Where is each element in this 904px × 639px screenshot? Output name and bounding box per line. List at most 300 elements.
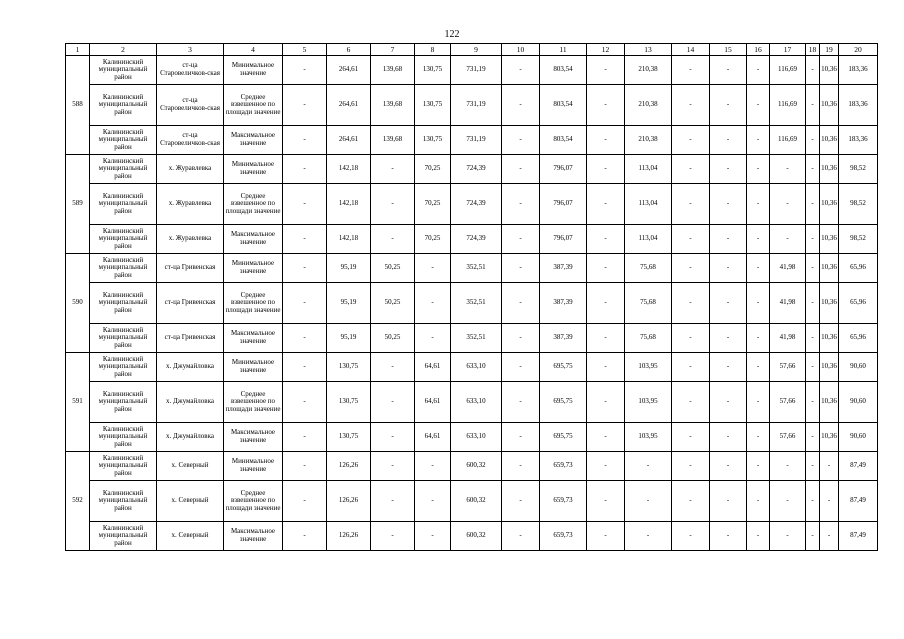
value-cell: 87,49 bbox=[839, 481, 878, 522]
value-cell: - bbox=[672, 522, 710, 551]
column-header: 8 bbox=[415, 44, 451, 56]
value-cell: - bbox=[770, 184, 806, 225]
value-cell: - bbox=[502, 155, 540, 184]
area-cell: Калининский муниципальный район bbox=[90, 382, 157, 423]
value-type-cell: Минимальное значение bbox=[224, 155, 283, 184]
value-cell: 139,68 bbox=[371, 126, 415, 155]
value-cell: - bbox=[710, 85, 747, 126]
value-cell: 90,60 bbox=[839, 382, 878, 423]
value-cell: - bbox=[502, 225, 540, 254]
value-cell: - bbox=[806, 56, 820, 85]
table-row bbox=[66, 85, 878, 126]
value-cell: - bbox=[672, 324, 710, 353]
value-cell: - bbox=[502, 382, 540, 423]
value-cell: 10,36 bbox=[820, 254, 839, 283]
value-cell: 70,25 bbox=[415, 184, 451, 225]
area-cell: Калининский муниципальный район bbox=[90, 324, 157, 353]
value-cell: - bbox=[747, 155, 770, 184]
column-header: 9 bbox=[451, 44, 502, 56]
value-cell: 731,19 bbox=[451, 126, 502, 155]
value-cell: 10,36 bbox=[820, 225, 839, 254]
locality-cell: х. Джумайловка bbox=[157, 382, 224, 423]
value-cell: 75,68 bbox=[625, 283, 672, 324]
value-cell: - bbox=[710, 126, 747, 155]
value-cell: 10,36 bbox=[820, 56, 839, 85]
locality-cell: х. Северный bbox=[157, 481, 224, 522]
value-type-cell: Среднее взвешенное по площади значение bbox=[224, 184, 283, 225]
area-cell: Калининский муниципальный район bbox=[90, 254, 157, 283]
area-cell: Калининский муниципальный район bbox=[90, 85, 157, 126]
value-cell: - bbox=[820, 522, 839, 551]
locality-cell: х. Северный bbox=[157, 522, 224, 551]
value-cell: - bbox=[283, 283, 327, 324]
value-cell: 264,61 bbox=[327, 126, 371, 155]
value-cell: - bbox=[625, 522, 672, 551]
value-type-cell: Минимальное значение bbox=[224, 56, 283, 85]
value-cell: 659,73 bbox=[540, 481, 587, 522]
value-cell: - bbox=[502, 423, 540, 452]
value-cell: - bbox=[710, 382, 747, 423]
value-cell: 264,61 bbox=[327, 85, 371, 126]
value-cell: - bbox=[283, 481, 327, 522]
value-cell: - bbox=[672, 283, 710, 324]
value-cell: - bbox=[502, 184, 540, 225]
value-type-cell: Минимальное значение bbox=[224, 452, 283, 481]
value-cell: - bbox=[283, 225, 327, 254]
table-row bbox=[66, 184, 878, 225]
value-cell: - bbox=[283, 423, 327, 452]
area-cell: Калининский муниципальный район bbox=[90, 126, 157, 155]
value-cell: - bbox=[625, 481, 672, 522]
column-header: 5 bbox=[283, 44, 327, 56]
value-cell: 130,75 bbox=[415, 56, 451, 85]
value-cell: - bbox=[806, 481, 820, 522]
value-cell: - bbox=[283, 382, 327, 423]
value-cell: 95,19 bbox=[327, 283, 371, 324]
value-cell: - bbox=[672, 254, 710, 283]
table-row bbox=[66, 254, 878, 283]
value-cell: - bbox=[415, 481, 451, 522]
area-cell: Калининский муниципальный район bbox=[90, 56, 157, 85]
value-cell: - bbox=[747, 522, 770, 551]
value-cell: - bbox=[770, 522, 806, 551]
column-header: 2 bbox=[90, 44, 157, 56]
value-cell: - bbox=[587, 225, 625, 254]
column-header: 18 bbox=[806, 44, 820, 56]
value-cell: 724,39 bbox=[451, 155, 502, 184]
value-cell: 10,36 bbox=[820, 353, 839, 382]
value-cell: - bbox=[502, 56, 540, 85]
value-cell: - bbox=[747, 353, 770, 382]
area-cell: Калининский муниципальный район bbox=[90, 225, 157, 254]
value-cell: 731,19 bbox=[451, 85, 502, 126]
value-type-cell: Среднее взвешенное по площади значение bbox=[224, 382, 283, 423]
value-cell: - bbox=[672, 155, 710, 184]
value-cell: 103,95 bbox=[625, 423, 672, 452]
column-header: 14 bbox=[672, 44, 710, 56]
value-cell: - bbox=[502, 452, 540, 481]
value-type-cell: Максимальное значение bbox=[224, 126, 283, 155]
value-cell: - bbox=[283, 126, 327, 155]
value-cell: - bbox=[283, 155, 327, 184]
value-cell: - bbox=[710, 353, 747, 382]
value-cell: 600,32 bbox=[451, 522, 502, 551]
value-cell: 183,36 bbox=[839, 126, 878, 155]
value-cell: - bbox=[710, 324, 747, 353]
area-cell: Калининский муниципальный район bbox=[90, 283, 157, 324]
value-cell: 803,54 bbox=[540, 126, 587, 155]
value-cell: - bbox=[806, 324, 820, 353]
value-cell: 116,69 bbox=[770, 56, 806, 85]
value-cell: 264,61 bbox=[327, 56, 371, 85]
value-cell: 130,75 bbox=[327, 423, 371, 452]
value-cell: 10,36 bbox=[820, 324, 839, 353]
value-cell: - bbox=[806, 184, 820, 225]
value-cell: 98,52 bbox=[839, 155, 878, 184]
table-row bbox=[66, 283, 878, 324]
column-header: 20 bbox=[839, 44, 878, 56]
value-cell: - bbox=[502, 126, 540, 155]
value-cell: - bbox=[770, 481, 806, 522]
value-cell: - bbox=[587, 56, 625, 85]
value-cell: - bbox=[587, 184, 625, 225]
area-cell: Калининский муниципальный район bbox=[90, 522, 157, 551]
value-cell: - bbox=[806, 126, 820, 155]
value-cell: - bbox=[502, 85, 540, 126]
locality-cell: х. Джумайловка bbox=[157, 353, 224, 382]
value-cell: - bbox=[415, 254, 451, 283]
value-cell: 731,19 bbox=[451, 56, 502, 85]
locality-cell: ст-ца Старовеличков-ская bbox=[157, 126, 224, 155]
value-cell: 796,07 bbox=[540, 225, 587, 254]
value-cell: - bbox=[747, 382, 770, 423]
value-cell: 183,36 bbox=[839, 56, 878, 85]
value-cell: - bbox=[710, 184, 747, 225]
value-cell: 724,39 bbox=[451, 225, 502, 254]
area-cell: Калининский муниципальный район bbox=[90, 353, 157, 382]
value-cell: - bbox=[672, 423, 710, 452]
row-number-cell: 589 bbox=[66, 155, 90, 254]
value-cell: - bbox=[415, 324, 451, 353]
value-type-cell: Среднее взвешенное по площади значение bbox=[224, 85, 283, 126]
value-cell: - bbox=[710, 423, 747, 452]
row-number-cell: 592 bbox=[66, 452, 90, 551]
value-cell: 10,36 bbox=[820, 283, 839, 324]
value-cell: - bbox=[747, 225, 770, 254]
value-cell: 50,25 bbox=[371, 283, 415, 324]
value-cell: 695,75 bbox=[540, 353, 587, 382]
value-cell: - bbox=[710, 155, 747, 184]
value-cell: 126,26 bbox=[327, 481, 371, 522]
value-cell: 103,95 bbox=[625, 382, 672, 423]
value-cell: - bbox=[502, 353, 540, 382]
value-cell: - bbox=[806, 225, 820, 254]
locality-cell: ст-ца Гривенская bbox=[157, 254, 224, 283]
value-cell: - bbox=[587, 85, 625, 126]
value-cell: 130,75 bbox=[415, 126, 451, 155]
value-type-cell: Среднее взвешенное по площади значение bbox=[224, 481, 283, 522]
value-type-cell: Минимальное значение bbox=[224, 254, 283, 283]
value-cell: 352,51 bbox=[451, 283, 502, 324]
area-cell: Калининский муниципальный район bbox=[90, 155, 157, 184]
value-cell: - bbox=[806, 283, 820, 324]
value-cell: 210,38 bbox=[625, 126, 672, 155]
value-cell: 10,36 bbox=[820, 423, 839, 452]
column-header: 6 bbox=[327, 44, 371, 56]
value-cell: - bbox=[710, 56, 747, 85]
value-cell: - bbox=[710, 283, 747, 324]
value-cell: - bbox=[587, 452, 625, 481]
locality-cell: х. Журавлевка bbox=[157, 184, 224, 225]
value-cell: 98,52 bbox=[839, 184, 878, 225]
column-header: 10 bbox=[502, 44, 540, 56]
value-cell: - bbox=[820, 452, 839, 481]
locality-cell: х. Журавлевка bbox=[157, 155, 224, 184]
value-cell: 142,18 bbox=[327, 184, 371, 225]
value-cell: - bbox=[371, 184, 415, 225]
column-header: 3 bbox=[157, 44, 224, 56]
value-cell: 113,04 bbox=[625, 155, 672, 184]
value-cell: 65,96 bbox=[839, 254, 878, 283]
value-cell: 600,32 bbox=[451, 481, 502, 522]
table-row bbox=[66, 56, 878, 85]
value-cell: 57,66 bbox=[770, 382, 806, 423]
value-cell: 113,04 bbox=[625, 184, 672, 225]
value-cell: - bbox=[747, 254, 770, 283]
value-cell: - bbox=[747, 283, 770, 324]
row-number-cell: 588 bbox=[66, 56, 90, 155]
value-cell: 64,61 bbox=[415, 382, 451, 423]
value-cell: - bbox=[283, 522, 327, 551]
header-row bbox=[66, 44, 878, 56]
value-cell: - bbox=[770, 155, 806, 184]
column-header: 16 bbox=[747, 44, 770, 56]
area-cell: Калининский муниципальный район bbox=[90, 452, 157, 481]
value-cell: - bbox=[283, 324, 327, 353]
value-cell: - bbox=[747, 56, 770, 85]
value-cell: - bbox=[371, 225, 415, 254]
value-cell: 64,61 bbox=[415, 423, 451, 452]
value-cell: - bbox=[672, 56, 710, 85]
value-type-cell: Максимальное значение bbox=[224, 423, 283, 452]
value-cell: - bbox=[502, 522, 540, 551]
value-cell: - bbox=[806, 85, 820, 126]
value-cell: 633,10 bbox=[451, 423, 502, 452]
value-cell: 126,26 bbox=[327, 452, 371, 481]
value-cell: - bbox=[283, 56, 327, 85]
page-number: 122 bbox=[444, 29, 460, 40]
value-cell: 10,36 bbox=[820, 155, 839, 184]
value-cell: 796,07 bbox=[540, 184, 587, 225]
value-cell: 50,25 bbox=[371, 254, 415, 283]
column-header: 19 bbox=[820, 44, 839, 56]
value-cell: 130,75 bbox=[415, 85, 451, 126]
column-header: 4 bbox=[224, 44, 283, 56]
value-cell: 796,07 bbox=[540, 155, 587, 184]
locality-cell: ст-ца Гривенская bbox=[157, 324, 224, 353]
value-cell: - bbox=[710, 254, 747, 283]
value-cell: - bbox=[672, 85, 710, 126]
table-row bbox=[66, 155, 878, 184]
value-cell: - bbox=[502, 254, 540, 283]
value-cell: 803,54 bbox=[540, 85, 587, 126]
value-cell: - bbox=[672, 481, 710, 522]
value-cell: - bbox=[770, 225, 806, 254]
value-type-cell: Максимальное значение bbox=[224, 225, 283, 254]
value-cell: - bbox=[747, 126, 770, 155]
value-cell: - bbox=[415, 283, 451, 324]
value-cell: - bbox=[587, 382, 625, 423]
table-row bbox=[66, 382, 878, 423]
locality-cell: х. Журавлевка bbox=[157, 225, 224, 254]
value-cell: 95,19 bbox=[327, 324, 371, 353]
value-cell: - bbox=[371, 382, 415, 423]
value-cell: - bbox=[820, 481, 839, 522]
value-cell: - bbox=[747, 184, 770, 225]
value-cell: 75,68 bbox=[625, 254, 672, 283]
value-cell: 130,75 bbox=[327, 382, 371, 423]
table-row bbox=[66, 126, 878, 155]
value-cell: - bbox=[672, 225, 710, 254]
value-cell: 803,54 bbox=[540, 56, 587, 85]
locality-cell: ст-ца Гривенская bbox=[157, 283, 224, 324]
area-cell: Калининский муниципальный район bbox=[90, 184, 157, 225]
value-cell: 113,04 bbox=[625, 225, 672, 254]
value-cell: 10,36 bbox=[820, 382, 839, 423]
value-cell: 352,51 bbox=[451, 324, 502, 353]
column-header: 7 bbox=[371, 44, 415, 56]
value-cell: - bbox=[371, 522, 415, 551]
value-cell: - bbox=[283, 254, 327, 283]
column-header: 15 bbox=[710, 44, 747, 56]
locality-cell: х. Джумайловка bbox=[157, 423, 224, 452]
value-cell: - bbox=[747, 85, 770, 126]
value-cell: 57,66 bbox=[770, 423, 806, 452]
column-header: 12 bbox=[587, 44, 625, 56]
value-cell: - bbox=[502, 481, 540, 522]
value-cell: 210,38 bbox=[625, 56, 672, 85]
value-type-cell: Среднее взвешенное по площади значение bbox=[224, 283, 283, 324]
value-cell: 57,66 bbox=[770, 353, 806, 382]
value-cell: - bbox=[502, 283, 540, 324]
value-cell: - bbox=[415, 452, 451, 481]
value-cell: - bbox=[806, 452, 820, 481]
value-cell: - bbox=[672, 452, 710, 481]
value-cell: 600,32 bbox=[451, 452, 502, 481]
value-cell: - bbox=[587, 126, 625, 155]
value-cell: - bbox=[747, 452, 770, 481]
column-header: 11 bbox=[540, 44, 587, 56]
value-cell: 10,36 bbox=[820, 85, 839, 126]
value-cell: 90,60 bbox=[839, 353, 878, 382]
cadastral-value-table bbox=[65, 43, 878, 551]
value-cell: 633,10 bbox=[451, 382, 502, 423]
column-header: 1 bbox=[66, 44, 90, 56]
value-cell: - bbox=[747, 423, 770, 452]
value-cell: 695,75 bbox=[540, 382, 587, 423]
value-cell: - bbox=[283, 452, 327, 481]
value-cell: 64,61 bbox=[415, 353, 451, 382]
value-cell: - bbox=[806, 155, 820, 184]
value-cell: 142,18 bbox=[327, 225, 371, 254]
row-number-cell: 590 bbox=[66, 254, 90, 353]
value-cell: - bbox=[587, 522, 625, 551]
column-header: 17 bbox=[770, 44, 806, 56]
value-cell: 70,25 bbox=[415, 225, 451, 254]
value-cell: - bbox=[770, 452, 806, 481]
value-cell: - bbox=[747, 481, 770, 522]
value-type-cell: Максимальное значение bbox=[224, 324, 283, 353]
value-cell: - bbox=[710, 452, 747, 481]
value-cell: 87,49 bbox=[839, 522, 878, 551]
table-row bbox=[66, 481, 878, 522]
value-cell: - bbox=[371, 155, 415, 184]
value-cell: 724,39 bbox=[451, 184, 502, 225]
value-cell: 87,49 bbox=[839, 452, 878, 481]
value-cell: 387,39 bbox=[540, 254, 587, 283]
area-cell: Калининский муниципальный район bbox=[90, 423, 157, 452]
table-row bbox=[66, 353, 878, 382]
value-cell: 116,69 bbox=[770, 85, 806, 126]
value-cell: - bbox=[371, 423, 415, 452]
value-cell: - bbox=[502, 324, 540, 353]
value-cell: 659,73 bbox=[540, 452, 587, 481]
value-cell: 130,75 bbox=[327, 353, 371, 382]
value-cell: 659,73 bbox=[540, 522, 587, 551]
value-cell: 41,98 bbox=[770, 254, 806, 283]
value-cell: 387,39 bbox=[540, 324, 587, 353]
value-cell: 103,95 bbox=[625, 353, 672, 382]
value-cell: - bbox=[415, 522, 451, 551]
value-cell: - bbox=[283, 85, 327, 126]
value-cell: - bbox=[672, 353, 710, 382]
value-cell: 98,52 bbox=[839, 225, 878, 254]
value-cell: - bbox=[587, 481, 625, 522]
value-cell: - bbox=[283, 353, 327, 382]
table-row bbox=[66, 225, 878, 254]
value-cell: 116,69 bbox=[770, 126, 806, 155]
value-cell: - bbox=[625, 452, 672, 481]
value-cell: - bbox=[587, 254, 625, 283]
column-header: 13 bbox=[625, 44, 672, 56]
value-cell: 139,68 bbox=[371, 56, 415, 85]
value-cell: - bbox=[587, 155, 625, 184]
value-cell: 65,96 bbox=[839, 324, 878, 353]
value-cell: - bbox=[672, 382, 710, 423]
value-cell: - bbox=[747, 324, 770, 353]
value-cell: 126,26 bbox=[327, 522, 371, 551]
value-cell: - bbox=[806, 254, 820, 283]
value-cell: - bbox=[587, 324, 625, 353]
value-cell: 695,75 bbox=[540, 423, 587, 452]
value-cell: 90,60 bbox=[839, 423, 878, 452]
value-cell: - bbox=[806, 423, 820, 452]
value-cell: 75,68 bbox=[625, 324, 672, 353]
value-cell: 10,36 bbox=[820, 126, 839, 155]
value-cell: 352,51 bbox=[451, 254, 502, 283]
value-cell: 41,98 bbox=[770, 324, 806, 353]
value-cell: 65,96 bbox=[839, 283, 878, 324]
value-cell: - bbox=[710, 481, 747, 522]
value-cell: 95,19 bbox=[327, 254, 371, 283]
value-cell: - bbox=[672, 126, 710, 155]
value-cell: 41,98 bbox=[770, 283, 806, 324]
value-cell: - bbox=[371, 481, 415, 522]
locality-cell: ст-ца Старовеличков-ская bbox=[157, 56, 224, 85]
value-cell: 387,39 bbox=[540, 283, 587, 324]
value-cell: - bbox=[710, 225, 747, 254]
value-cell: - bbox=[806, 522, 820, 551]
